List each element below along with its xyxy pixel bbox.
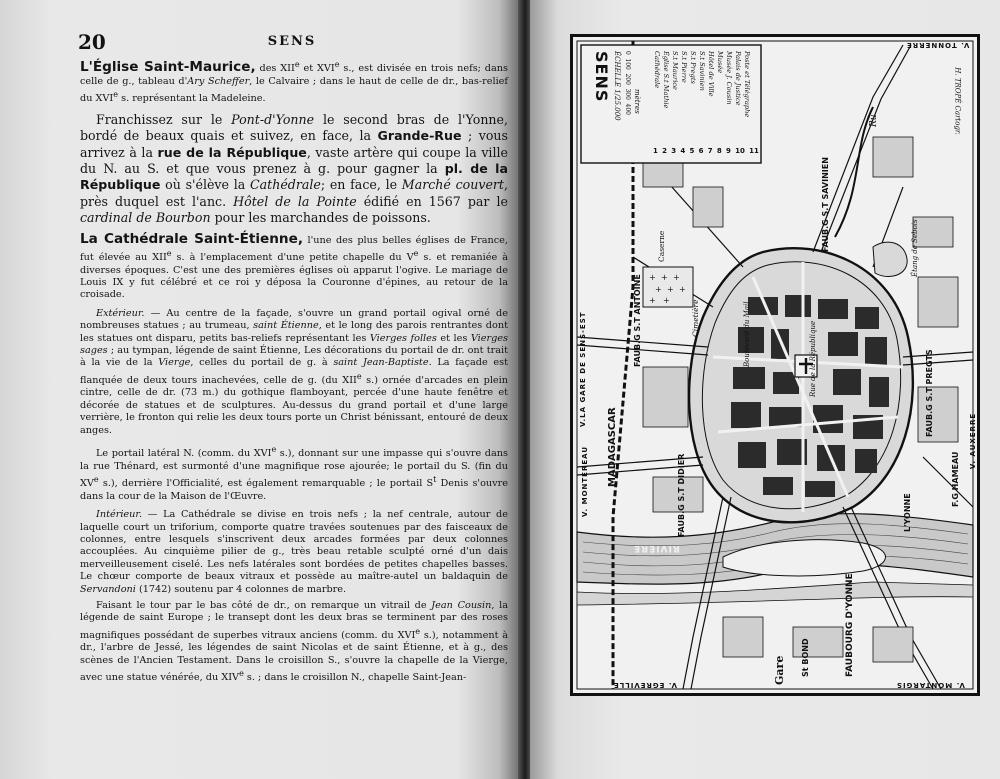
paragraph-interieur: Intérieur. — La Cathédrale se divise en trois nefs ; la nef centrale, autour de laquelle court un triforium, comporte quatre travées soutenues par des faisceaux de colonnes, entre lesquels s'inscrivent deux arcades formées par deux colonnes accouplées. Au cinquième pilier de g., très beau retable sculpté orné d'un dais merveilleusement ciselé. Les nefs latérales sont bordées de petites chapelles basses. Le chœur comporte de beaux vitraux et possède au maître-autel un baldaquin de Servandoni (1742) soutenu par 4 colonnes de marbre. [80,509,508,595]
edge-label-left-upper: V.LA GARE DE SENS-EST [579,311,587,427]
place-st-bond: St BOND [801,638,810,677]
svg-text:+: + [649,273,656,282]
label-interieur: Intérieur. [96,509,143,521]
svg-text:+: + [673,273,680,282]
place-fbg-st-didier: FAUB.G S.T DIDIER [677,453,686,537]
legend-item: S.t Pierre [680,51,688,83]
legend-item: Musée J. Cousin [725,51,733,105]
svg-text:+: + [661,273,668,282]
svg-text:+: + [649,296,656,305]
legend-item: S.t Savinien [698,51,706,91]
map-scale-ticks [624,51,631,115]
paragraph-portail-lateral: Le portail latéral N. (comm. du XVIe s.), donnant sur une impasse qui s'ouvre dans la rue Thénard, est surmonté d'une magnifique rose ajourée; le portail du S. (fin du XVe s.), derrière l'Officialité, est également remarquable ; le portail $S^t$ Denis s'ouvre dans la cour de la Maison de l'Œuvre. [80,444,509,502]
paragraph-exterieur: Extérieur. — Au centre de la façade, s'ouvre un grand portail ogival orné de nombreuses statues ; au trumeau, saint Étienne, et le long des parois rentrantes dont les statues ont disparu, petits bas-reliefs représentant les Vierges folles et les Vierges sages ; au tympan, légende de saint Étienne, Les décorations du portail de dr. ont trait à la vie de la Vierge, celles du portail de g. à saint Jean-Baptiste. La façade est flanquée de deux tours inachevées, celle de g. (du XIIe s.) ornée d'arcades en plein cintre, celle de dr. (73 m.) du gothique flamboyant, percée d'une haute fenêtre et décorée de statues et de sculptures. Au-dessus du grand portail et d'une large verrière, le fronton qui relie les deux tours porte un Christ bénissant, entouré de deux anges. [80,307,509,436]
legend-number: 7 [707,147,713,155]
running-head: SENS [267,34,317,49]
legend-number: 9 [726,147,731,155]
paragraph-saint-maurice: L'Église Saint-Maurice, des XIIe et XVIe s., est divisée en trois nefs; dans celle de g., tableau d'Ary Scheffer, le Calvaire ; dans le haut de celle de dr., bas-relief du XVIe s. représentant la Madeleine. [80,59,508,105]
place-fbg-st-pregts: FAUB.G S.T PREGTS [925,349,934,437]
scale-tick: 0 [624,51,631,55]
legend-item: Poste et Télégraphe [743,51,751,118]
place-fbg-st-antoine: FAUB.G S.T ANTOINE [633,274,642,367]
label-exterieur: Extérieur. [96,307,145,319]
heading-cathedrale: La Cathédrale Saint-Étienne, [80,230,303,247]
place-pl-republique: pl. de la République [80,160,508,193]
legend-number: 1 [653,147,658,155]
svg-text:+: + [667,285,674,294]
edge-label-top-right: V. TONNERRE [905,41,969,49]
legend-numbers [653,147,759,159]
map-credit: H. TROPÉ Cartogr. [953,67,962,135]
place-madagascar: MADAGASCAR [607,407,618,487]
place-rue-republique: rue de la République [157,144,307,160]
page-number: 20 [78,30,106,54]
legend-item: Palais de Justice [734,51,742,106]
place-cimetiere: Cimetière [691,299,700,337]
paragraph-itinerary: Franchissez sur le Pont-d'Yonne le second bras de l'Yonne, bordé de beaux quais et suivez, en face, la Grande-Rue ; vous arrivez à la rue de la République, vaste artère qui coupe la ville du N. au S. et que vous prenez à g. pour gagner la pl. de la République où s'élève la Cathédrale; en face, le Marché couvert, près duquel est l'anc. Hôtel de la Pointe édifié en 1567 par le cardinal de Bourbon pour les marchandes de poissons. [80,111,508,226]
legend-number: 11 [749,147,759,155]
scale-tick: 400 [624,103,631,115]
edge-label-bottom-right: V. MONTARGIS [896,681,965,689]
place-fbg-st-savinien: FAUB.G S.T SAVINIEN [821,157,830,252]
legend-number: 4 [680,147,686,155]
legend-number: 3 [671,147,677,155]
svg-text:+: + [663,296,670,305]
scale-tick: 100 [624,58,631,70]
edge-label-right-mid: V. AUXERRE [968,412,977,470]
legend-item: S.t Pregts [689,51,697,84]
scale-tick: 300 [624,88,631,100]
place-gare: Gare [773,655,786,685]
edge-label-left-lower: V. MONTEREAU [581,445,589,517]
legend-number: 2 [662,147,667,155]
city-map [570,34,980,696]
map-title-group [583,49,761,161]
svg-text:+: + [679,285,686,294]
place-ru: Rû [869,114,879,127]
legend-number: 6 [698,147,704,155]
edge-label-bottom-left: V. EGREVILLE [613,681,678,689]
place-riviere: RIVIÈRE [633,543,680,553]
scale-tick: 200 [624,73,631,85]
legend-list [653,51,759,159]
place-grande-rue: Grande-Rue [377,128,462,144]
right-page [530,0,1000,779]
legend-number: 8 [716,147,722,155]
map-scale-label: ÉCHELLE 1/25.000 [613,51,621,121]
street-bd-du-mail: Boulevard du Mail [743,301,751,367]
place-caserne: Caserne [657,230,666,262]
legend-item: Église S.t Mathie [662,51,670,109]
place-fbg-d-yonne: FAUBOURG D'YONNE [845,573,855,677]
legend-item: S.t Maurice [671,51,679,90]
pond [873,242,907,276]
legend-item: Musée [716,51,724,74]
legend-item: Hôtel de Ville [707,51,715,97]
page-header [78,30,506,54]
svg-text:+: + [655,285,662,294]
street-rue-republique: Rue de la République [809,320,817,397]
place-etang: Étang de Sebois [911,219,919,277]
place-yonne: L'YONNE [903,493,912,532]
place-fbg-hameau: F.G HAMEAU [951,451,960,507]
cemetery-area [643,267,693,307]
map-title: SENS [592,51,611,103]
paragraph-tour: Faisant le tour par le bas côté de dr., on remarque un vitrail de Jean Cousin, la légende de saint Europe ; le transept dont les deux bras se terminent par des roses magnifiques possédant de superbes vitraux anciens (comm. du XVIe s.), notamment à dr., l'arbre de Jessé, les légendes de saint Nicolas et de saint Étienne, et à g., des scènes de l'Ancien Testament. Dans le croisillon S., s'ouvre la chapelle de la Vierge, avec une statue vénérée, du XIVe s. ; dans le croisillon N., chapelle Saint-Jean- [80,600,508,684]
heading-saint-maurice: L'Église Saint-Maurice, [80,59,256,76]
map-scale-unit: mètres [633,89,641,114]
legend-number: 5 [689,147,695,155]
legend-number: 10 [735,147,745,155]
text-block [80,58,508,689]
paragraph-cathedrale: La Cathédrale Saint-Étienne, l'une des plus belles églises de France, fut élevée au XIIe s. à l'emplacement d'une petite chapelle du Ve s. et remaniée à diverses époques. C'est une des premières églises où apparut l'ogive. Le mariage de Louis IX y fut célébré et ce roi y déposa la Couronne d'épines, au retour de la croisade. [80,230,508,301]
legend-item: Cathédrale [653,51,661,89]
